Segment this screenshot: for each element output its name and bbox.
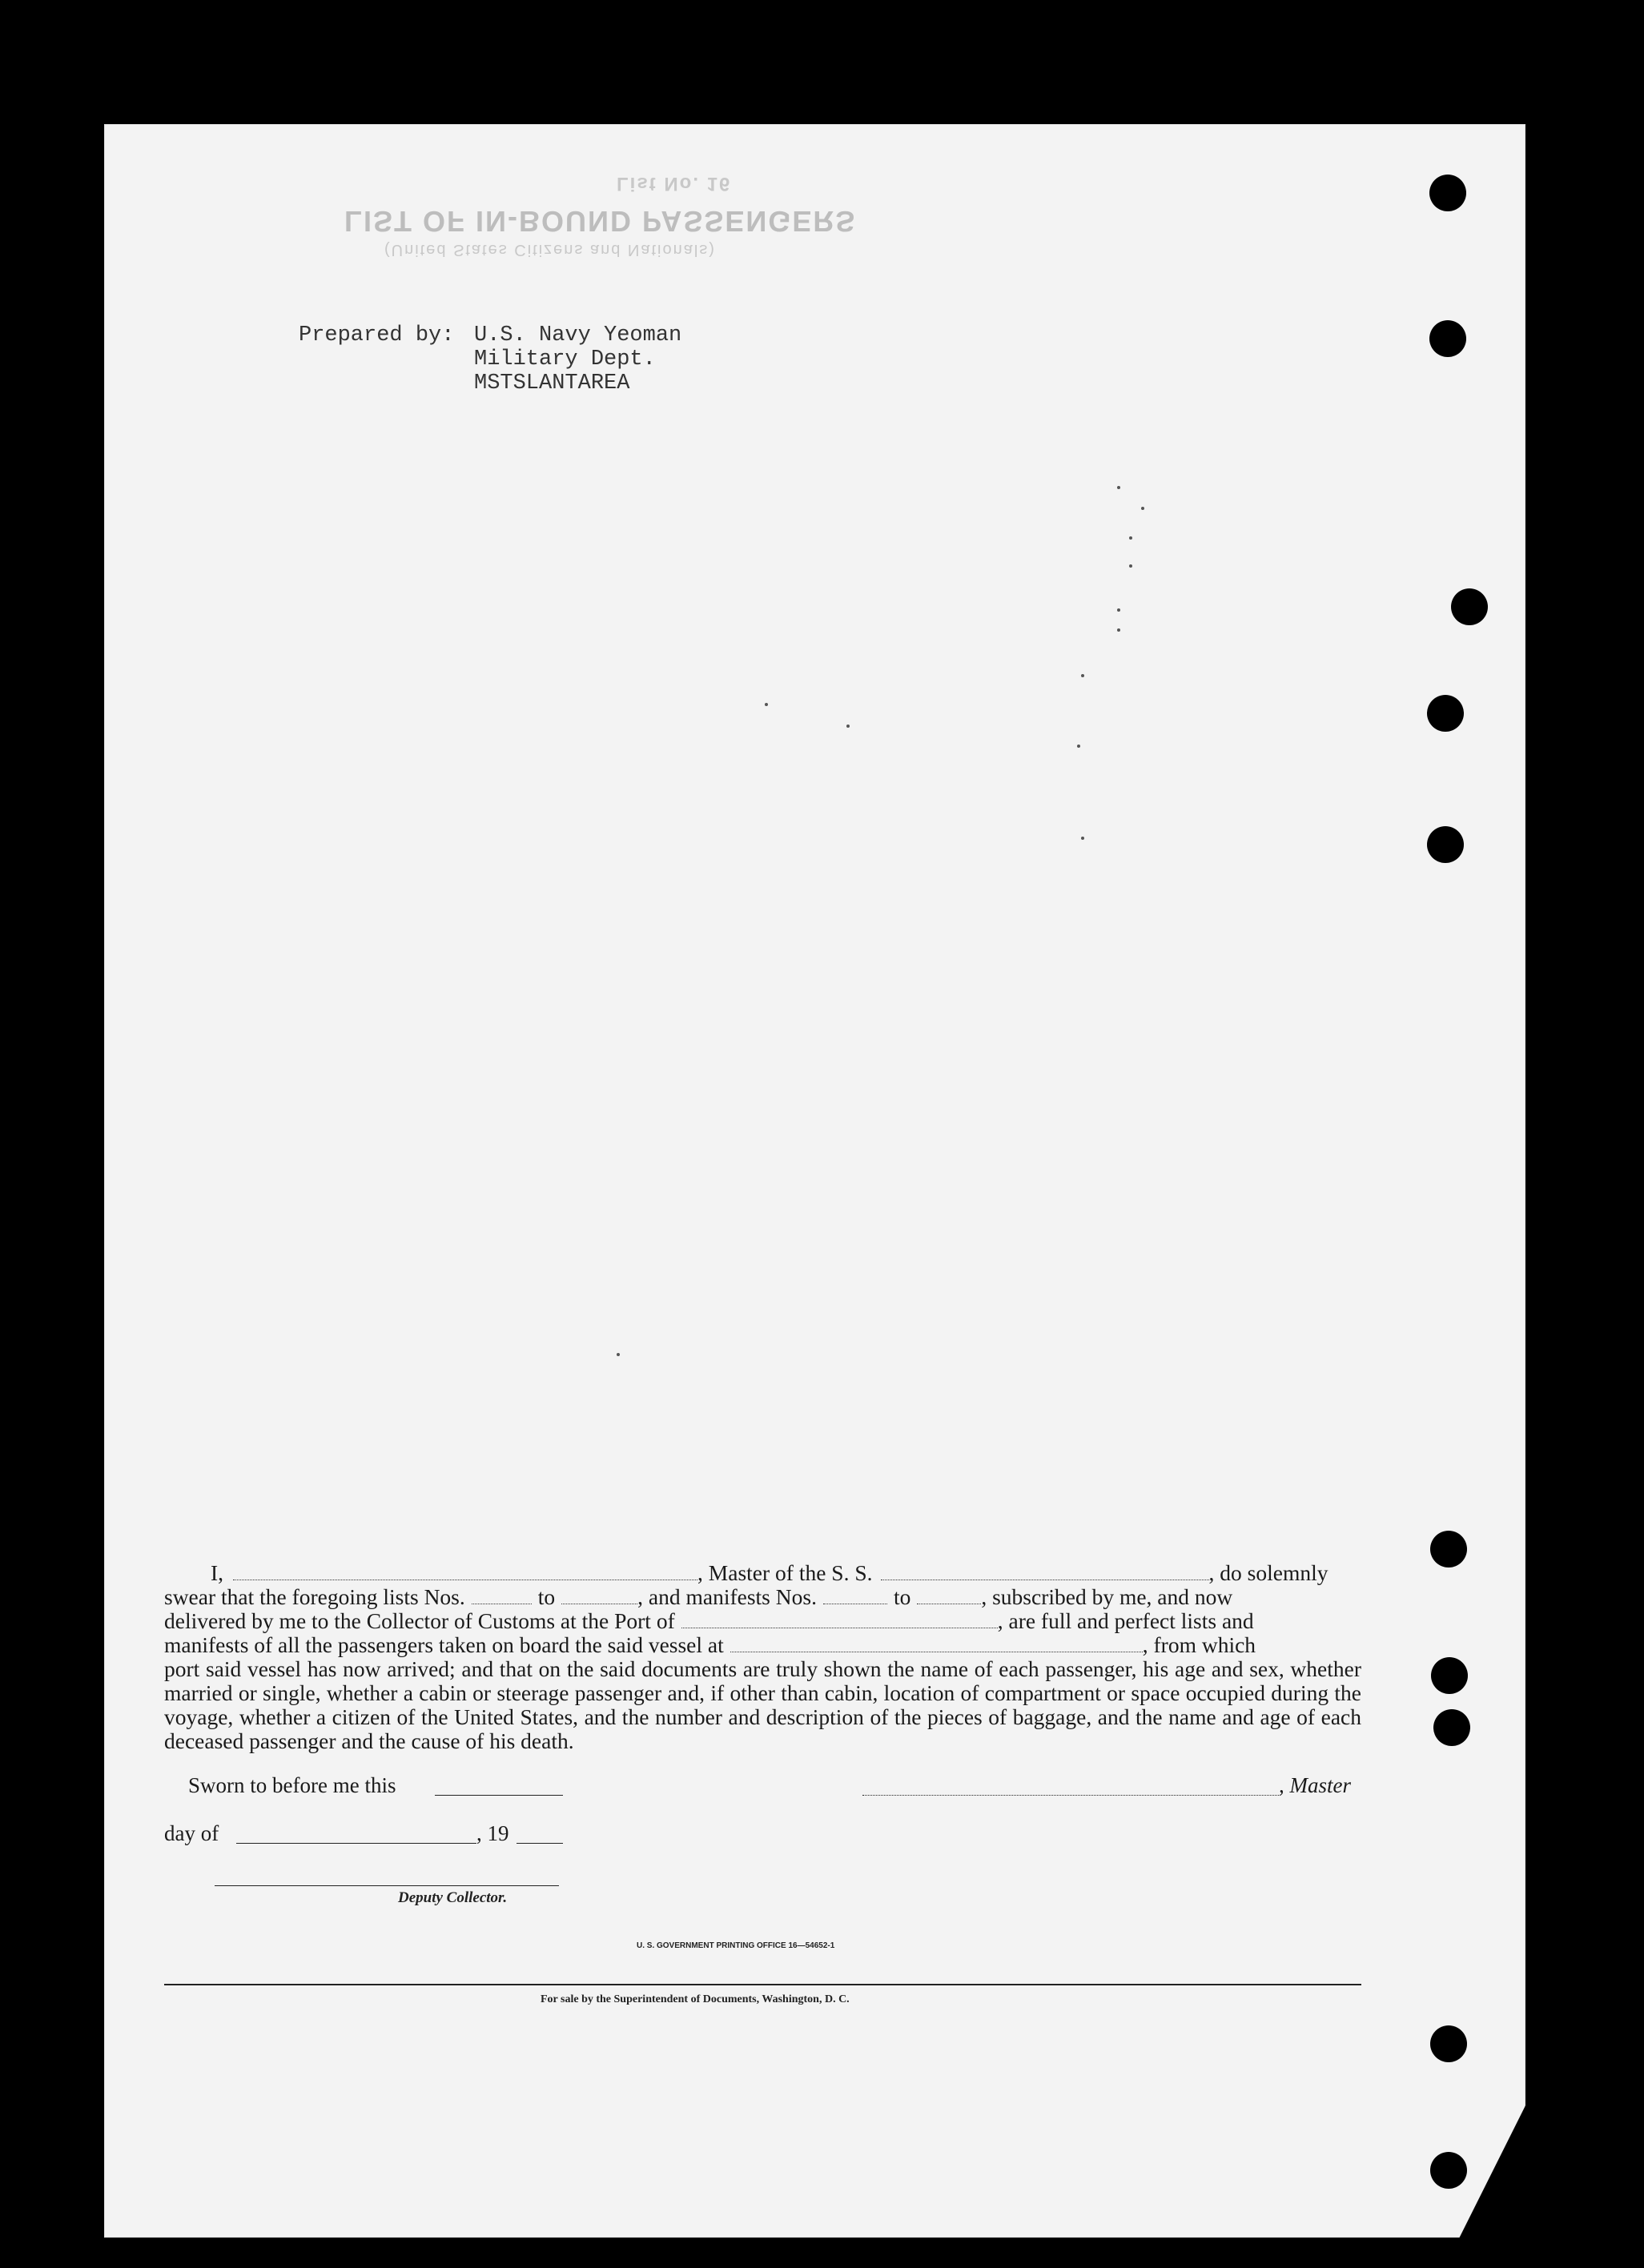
- oath-swear: swear that the foregoing lists Nos.: [164, 1584, 465, 1609]
- manifest-from-blank: [823, 1586, 887, 1604]
- oath-delivered: delivered by me to the Collector of Customs at the Port of: [164, 1608, 675, 1633]
- deputy-signature-line: [215, 1885, 559, 1886]
- sworn-label: Sworn to before me this: [188, 1773, 396, 1797]
- footer-rule: [164, 1984, 1361, 1985]
- oath-to-2: to: [893, 1584, 911, 1609]
- oath-line-2: [164, 1585, 1361, 1609]
- deputy-collector-label: Deputy Collector.: [398, 1889, 508, 1906]
- speck: [1141, 507, 1144, 510]
- oath-manifests-all: manifests of all the passengers taken on board the said vessel at: [164, 1632, 724, 1657]
- binder-hole: [1431, 1657, 1468, 1694]
- oath-from-which: , from which: [1142, 1632, 1256, 1657]
- document-page: [104, 124, 1525, 2238]
- speck: [1117, 486, 1120, 489]
- binder-hole: [1430, 1531, 1467, 1568]
- speck: [1077, 745, 1080, 748]
- speck: [1117, 628, 1120, 632]
- oath-do-solemnly: , do solemnly: [1208, 1560, 1328, 1585]
- binder-hole: [1433, 1709, 1470, 1746]
- prepared-by-line2: Military Dept.: [474, 347, 656, 371]
- torn-corner: [1457, 2049, 1554, 2242]
- speck: [1081, 837, 1084, 840]
- list-to-blank: [561, 1586, 637, 1604]
- binder-hole: [1427, 826, 1464, 863]
- prepared-by-line1: U.S. Navy Yeoman: [474, 323, 682, 347]
- oath-line-3: [164, 1609, 1361, 1633]
- speck: [846, 725, 850, 728]
- year-line: [517, 1843, 563, 1844]
- binder-hole: [1451, 588, 1488, 625]
- binder-hole: [1427, 695, 1464, 732]
- speck: [1117, 608, 1120, 612]
- speck: [1129, 564, 1132, 568]
- sworn-date-line: [435, 1795, 563, 1796]
- for-sale-imprint: For sale by the Superintendent of Documents, Washington, D. C.: [541, 1993, 850, 2005]
- oath-full-perfect: , are full and perfect lists and: [997, 1608, 1254, 1633]
- prepared-by-line3: MSTSLANTAREA: [474, 371, 630, 395]
- ghost-list-no: List No. 16: [617, 173, 732, 195]
- oath-to-1: to: [537, 1584, 556, 1609]
- gpo-imprint: U. S. GOVERNMENT PRINTING OFFICE 16—54652-1: [637, 1941, 835, 1950]
- oath-i: I,: [211, 1560, 224, 1585]
- master-name-blank: [233, 1562, 697, 1580]
- oath-manifests: , and manifests Nos.: [637, 1584, 817, 1609]
- list-from-blank: [472, 1586, 532, 1604]
- binder-hole: [1430, 2152, 1467, 2189]
- oath-paragraph: [164, 1561, 1361, 1753]
- binder-hole: [1429, 320, 1466, 357]
- port-blank: [681, 1610, 998, 1628]
- prepared-by-label: Prepared by:: [299, 323, 455, 347]
- day-of-line: [236, 1843, 476, 1844]
- oath-subscribed: , subscribed by me, and now: [981, 1584, 1233, 1609]
- oath-line-4: [164, 1633, 1361, 1657]
- ghost-title: LIST OF IN-BOUND PASSENGERS: [344, 205, 857, 238]
- manifest-to-blank: [917, 1586, 981, 1604]
- speck: [617, 1353, 620, 1356]
- oath-rest: port said vessel has now arrived; and that on the said documents are truly shown the name of each passenger, his age and sex, whether married or single, whether a cabin or steerage passenger and, if other than cabin, location of compartment or space occupied during the voyage, whether a citizen of the United States, and the number and description of the pieces of baggage, and the name and age of each deceased passenger and the cause of his death.: [164, 1656, 1361, 1753]
- oath-master-of: , Master of the S. S.: [697, 1560, 873, 1585]
- year-label: , 19: [476, 1821, 509, 1845]
- vessel-name-blank: [881, 1562, 1209, 1580]
- speck: [765, 703, 768, 706]
- master-signature-line: [862, 1795, 1279, 1796]
- oath-line-1: [164, 1561, 1361, 1585]
- embark-port-blank: [730, 1634, 1143, 1652]
- speck: [1081, 674, 1084, 677]
- day-of-label: day of: [164, 1821, 219, 1845]
- binder-hole: [1430, 2025, 1467, 2062]
- ghost-subtitle: (United States Citizens and Nationals): [384, 241, 716, 259]
- binder-hole: [1429, 175, 1466, 211]
- speck: [1129, 536, 1132, 540]
- master-label: , Master: [1279, 1773, 1351, 1797]
